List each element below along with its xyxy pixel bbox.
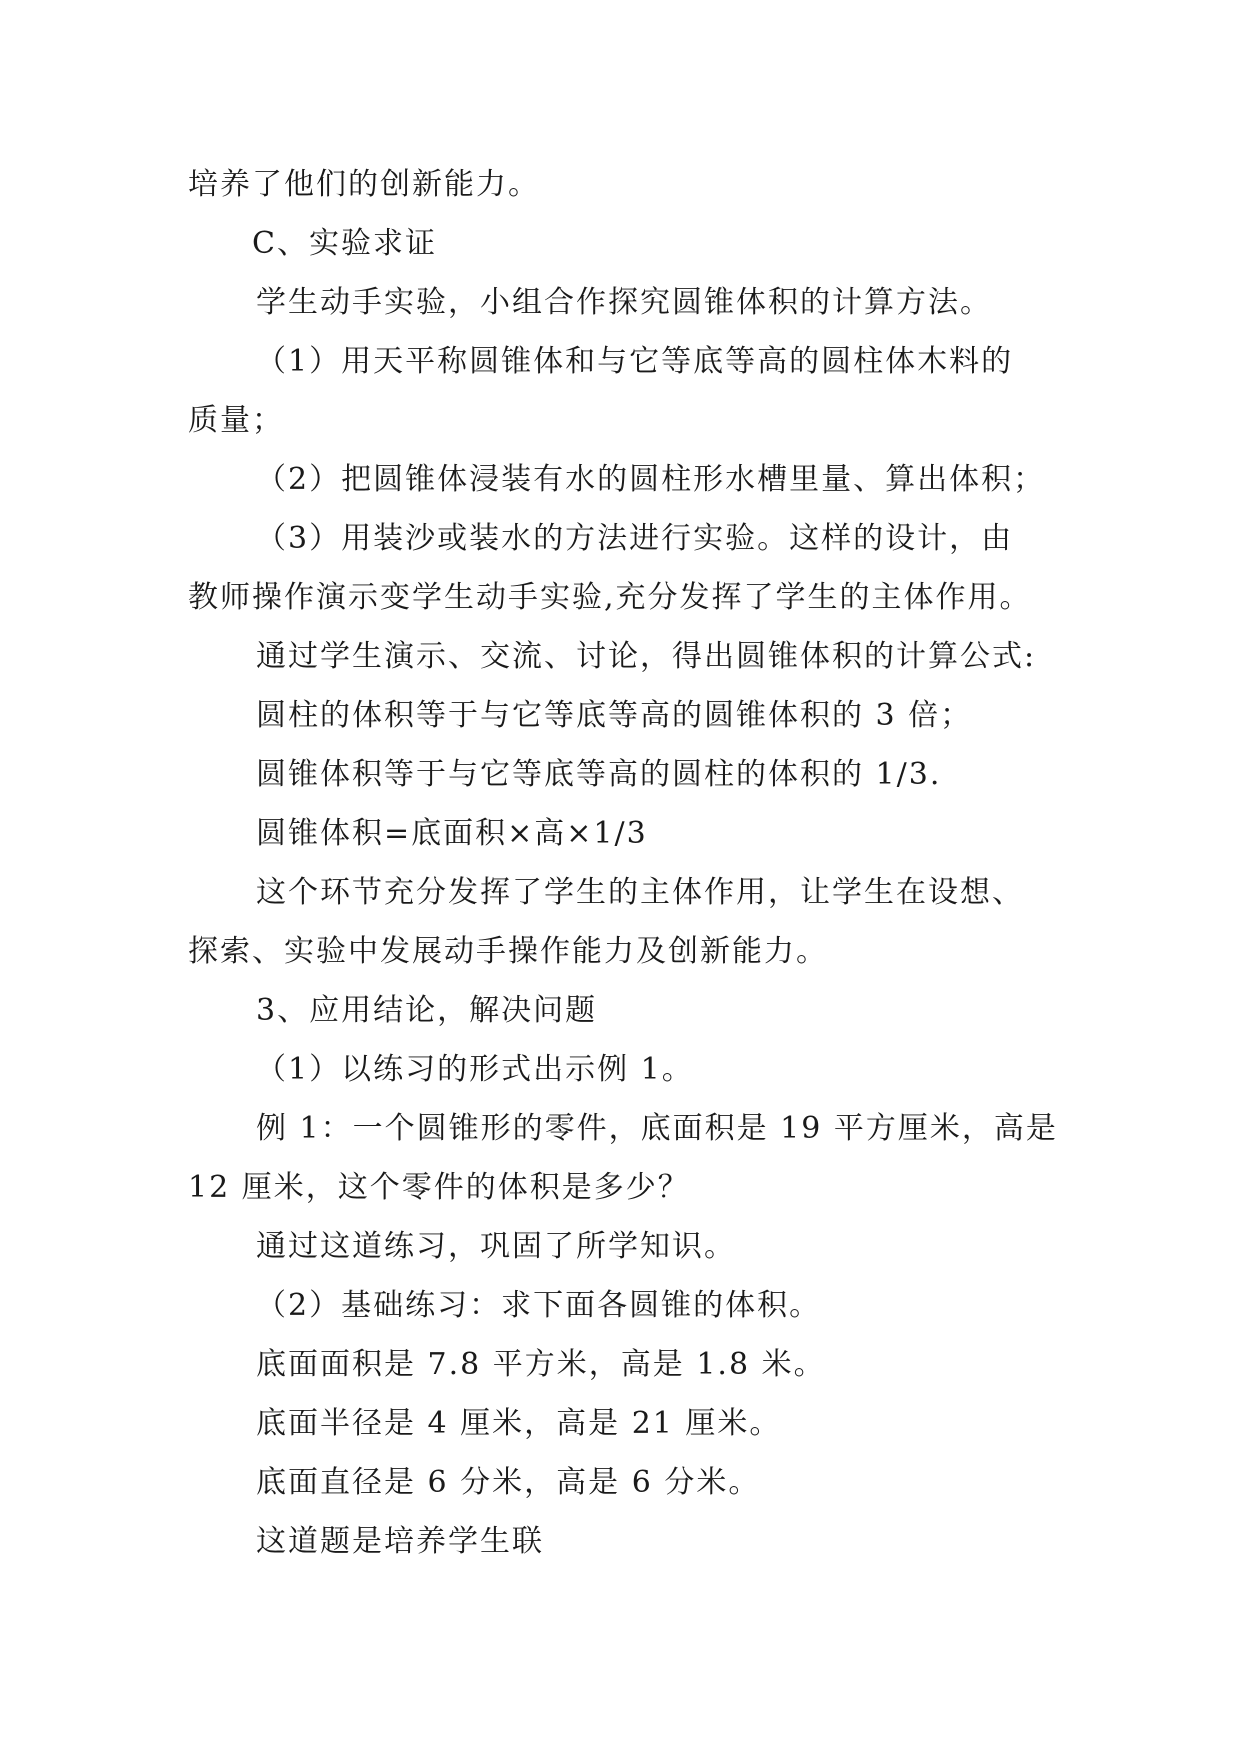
list-item-1: （1）以练习的形式出示例 1。 bbox=[256, 1052, 694, 1087]
section-heading-apply: 3、应用结论，解决问题 bbox=[256, 993, 598, 1028]
text-line: 教师操作演示变学生动手实验,充分发挥了学生的主体作用。 bbox=[188, 580, 1032, 615]
text-line: 通过这道练习，巩固了所学知识。 bbox=[256, 1229, 736, 1264]
text-line: 这个环节充分发挥了学生的主体作用，让学生在设想、 bbox=[256, 875, 1024, 910]
exercise-line: 底面面积是 7.8 平方米，高是 1.8 米。 bbox=[256, 1347, 826, 1382]
text-line: 通过学生演示、交流、讨论，得出圆锥体积的计算公式: bbox=[256, 639, 1037, 674]
example-line: 例 1：一个圆锥形的零件，底面积是 19 平方厘米，高是 bbox=[256, 1111, 1058, 1146]
formula-line: 圆柱的体积等于与它等底等高的圆锥体积的 3 倍； bbox=[256, 698, 973, 733]
exercise-line: 底面半径是 4 厘米，高是 21 厘米。 bbox=[256, 1406, 782, 1441]
list-item-2: （2）基础练习：求下面各圆锥的体积。 bbox=[256, 1288, 822, 1323]
exercise-line: 底面直径是 6 分米，高是 6 分米。 bbox=[256, 1465, 761, 1500]
text-line: 质量； bbox=[188, 403, 284, 438]
text-line: 培养了他们的创新能力。 bbox=[188, 167, 540, 202]
formula-line: 圆锥体积=底面积×高×1/3 bbox=[256, 816, 648, 851]
text-line: 探索、实验中发展动手操作能力及创新能力。 bbox=[188, 934, 828, 969]
text-line: 这道题是培养学生联 bbox=[256, 1524, 544, 1559]
list-item-2: （2）把圆锥体浸装有水的圆柱形水槽里量、算出体积； bbox=[256, 462, 1046, 497]
formula-line: 圆锥体积等于与它等底等高的圆柱的体积的 1/3. bbox=[256, 757, 942, 792]
list-item-1: （1）用天平称圆锥体和与它等底等高的圆柱体木料的 bbox=[256, 344, 1014, 379]
list-item-3: （3）用装沙或装水的方法进行实验。这样的设计，由 bbox=[256, 521, 1014, 556]
text-line: 学生动手实验，小组合作探究圆锥体积的计算方法。 bbox=[256, 285, 992, 320]
example-line: 12 厘米，这个零件的体积是多少？ bbox=[188, 1170, 690, 1205]
section-heading-experiment: C、实验求证 bbox=[252, 226, 437, 261]
